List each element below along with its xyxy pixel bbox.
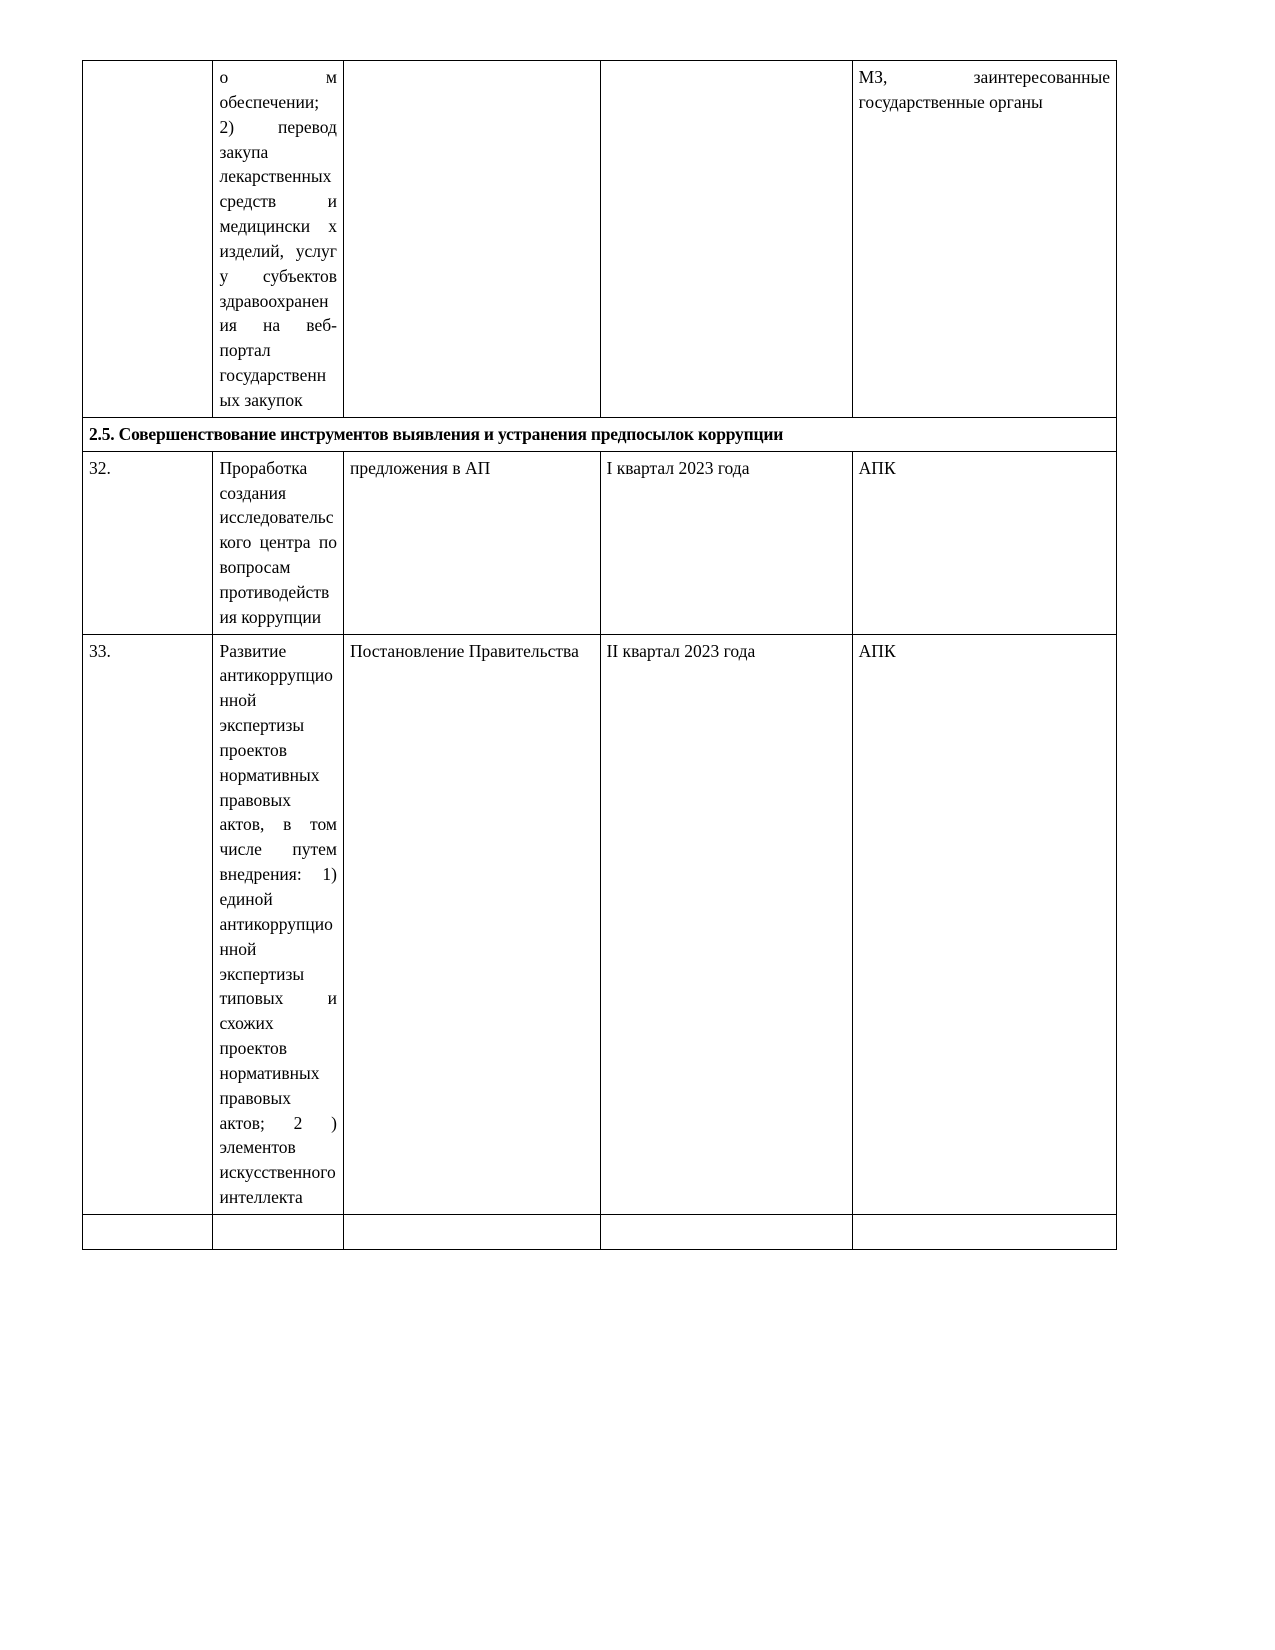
completion-form-cell: предложения в АП: [343, 451, 600, 634]
measure-cell: Проработка создания исследовательского центра по вопросам противодействия коррупции: [213, 451, 343, 634]
term-cell: [600, 61, 852, 418]
measure-cell: [213, 1214, 343, 1249]
row-number-cell: 32.: [83, 451, 213, 634]
section-header-row: [83, 417, 1117, 451]
responsible-cell: МЗ, заинтересованные государственные органы: [852, 61, 1116, 418]
row-number-cell: [83, 1214, 213, 1249]
table-row: [83, 451, 1117, 634]
term-cell: [600, 1214, 852, 1249]
responsible-cell: [852, 1214, 1116, 1249]
table-row: [83, 634, 1117, 1214]
completion-form-cell: [343, 1214, 600, 1249]
responsible-cell: АПК: [852, 634, 1116, 1214]
completion-form-cell: [343, 61, 600, 418]
responsible-cell: АПК: [852, 451, 1116, 634]
table-row: [83, 61, 1117, 418]
measure-cell: Развитие антикоррупционной экспертизы проектов нормативных правовых актов, в том числе путем внедрения: 1) единой антикоррупционной экспертизы типовых и схожих проектов нормативных правовых актов; 2 ) элементов искусственного интеллекта: [213, 634, 343, 1214]
term-cell: I квартал 2023 года: [600, 451, 852, 634]
completion-form-cell: Постановление Правительства: [343, 634, 600, 1214]
term-cell: II квартал 2023 года: [600, 634, 852, 1214]
measure-cell: о м обеспечении; 2) перевод закупа лекарственных средств и медицински х изделий, услуг у субъектов здравоохранения на веб-портал государственных закупок: [213, 61, 343, 418]
row-number-cell: 33.: [83, 634, 213, 1214]
row-number-cell: [83, 61, 213, 418]
table-row: [83, 1214, 1117, 1249]
section-title: 2.5. Совершенствование инструментов выявления и устранения предпосылок коррупции: [83, 417, 1117, 451]
action-plan-table: [82, 60, 1117, 1250]
